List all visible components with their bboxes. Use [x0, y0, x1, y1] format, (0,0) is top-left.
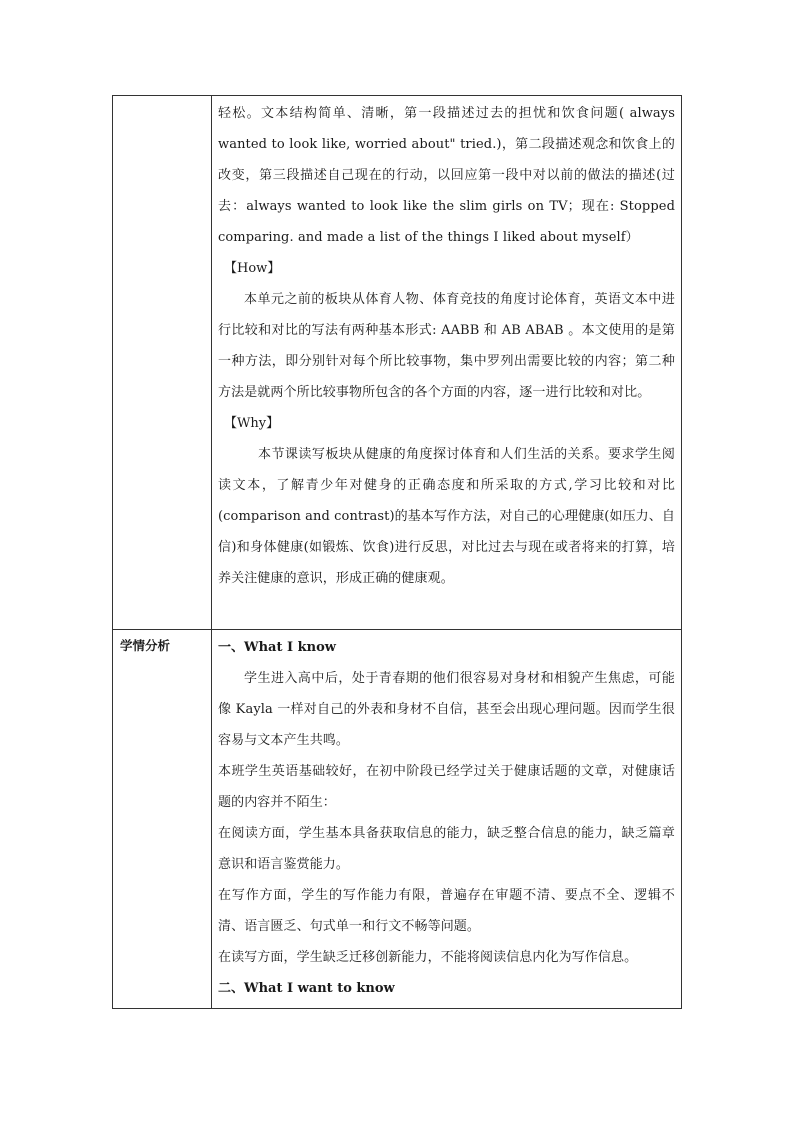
why-heading: 【Why】: [224, 416, 280, 431]
table-row-student-analysis: [113, 630, 682, 1009]
row-label-cell: [113, 96, 212, 630]
writing-paragraph: 在写作方面，学生的写作能力有限，普遍存在审题不清、要点不全、逻辑不清、语言匮乏、句式单一和行文不畅等问题。: [218, 888, 675, 934]
lesson-plan-table: [112, 95, 682, 1009]
student-basis-paragraph: 本班学生英语基础较好，在初中阶段已经学过关于健康话题的文章，对健康话题的内容并不陌生：: [218, 764, 675, 810]
student-intro-paragraph: 学生进入高中后，处于青春期的他们很容易对身材和相貌产生焦虑，可能像 Kayla 一样对自己的外表和身材不自信，甚至会出现心理问题。因而学生很容易与文本产生共鸣。: [218, 671, 675, 748]
section-title-what-i-want-to-know: 二、What I want to know: [218, 981, 395, 996]
how-heading: 【How】: [224, 261, 281, 276]
section-title-what-i-know: 一、What I know: [218, 640, 336, 655]
how-paragraph: 本单元之前的板块从体育人物、体育竞技的角度讨论体育，英语文本中进行比较和对比的写法有两种基本形式: AABB 和 AB ABAB 。本文使用的是第一种方法，即分别针对每个所比较事物，集中罗列出需要比较的内容；第二种方法是就两个所比较事物所包含的各个方面的内容，逐一进行比较和对比。: [218, 292, 675, 400]
row-body-cell: [212, 630, 682, 1009]
reading-paragraph: 在阅读方面，学生基本具备获取信息的能力，缺乏整合信息的能力，缺乏篇章意识和语言鉴赏能力。: [218, 826, 675, 872]
what-paragraph-continuation: 轻松。文本结构简单、清晰，第一段描述过去的担忧和饮食问题( always wanted to look like, worried about" tried.)，第二段描述观念和饮食上的改变，第三段描述自己现在的行动，以回应第一段中对以前的做法的描述(过去：always wanted to look like the slim girls on TV；现在: Stopped comparing. and made a list of the things I liked about myself）: [218, 106, 675, 245]
why-paragraph: 本节课读写板块从健康的角度探讨体育和人们生活的关系。要求学生阅读文本，了解青少年对健身的正确态度和所采取的方式,学习比较和对比(comparison and contrast)的基本写作方法，对自己的心理健康(如压力、自信)和身体健康(如锻炼、饮食)进行反思，对比过去与现在或者将来的打算，培养关注健康的意识，形成正确的健康观。: [218, 447, 675, 586]
table-row-text-analysis: [113, 96, 682, 630]
row-label-student-analysis: 学情分析: [113, 630, 212, 1009]
reading-writing-paragraph: 在读写方面，学生缺乏迁移创新能力，不能将阅读信息内化为写作信息。: [218, 950, 638, 965]
row-body-cell: [212, 96, 682, 630]
